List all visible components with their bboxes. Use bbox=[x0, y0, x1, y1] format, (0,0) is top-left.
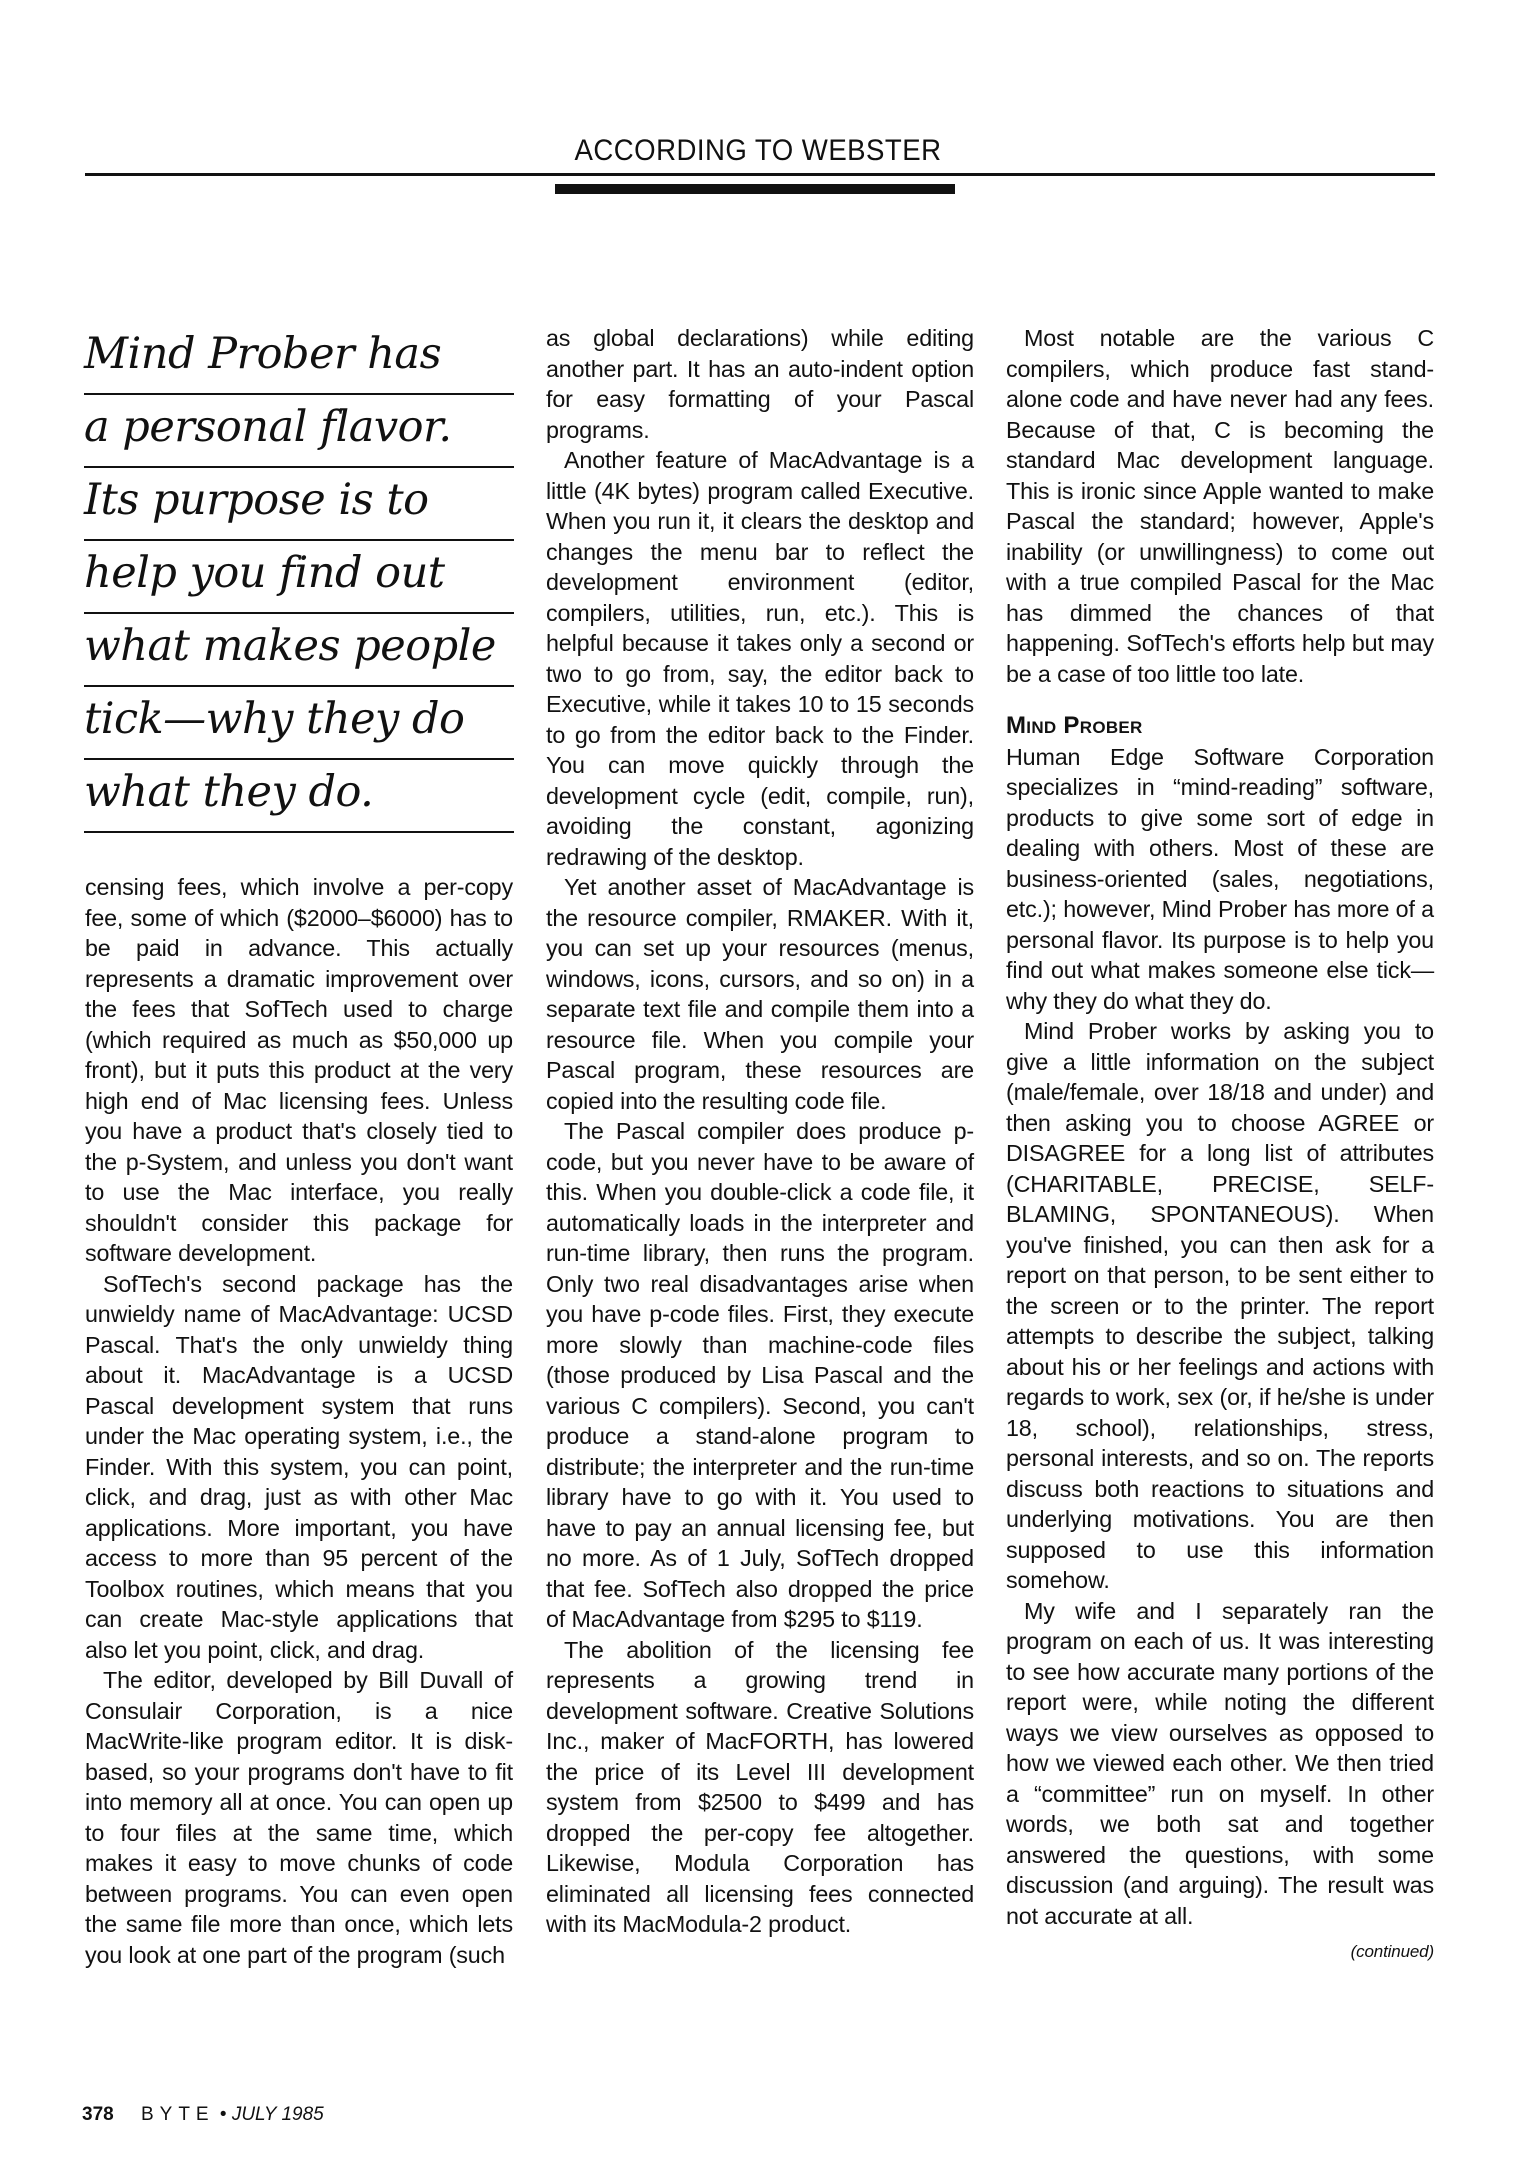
pull-quote-line: what they do. bbox=[84, 760, 514, 833]
column-1 bbox=[85, 872, 513, 1970]
pull-quote-line: a personal flavor. bbox=[84, 395, 514, 468]
page-number: 378 bbox=[82, 2104, 114, 2125]
section-heading: Mind Prober bbox=[1006, 712, 1143, 739]
paragraph: The editor, developed by Bill Duvall of Consulair Corporation, is a nice MacWrite-like program editor. It is disk-based, so your programs don't have to fit into memory all at once. You can open up to four files at the same time, which makes it easy to move chunks of code between programs. You can even open the same file more than once, which lets you look at one part of the program (such bbox=[85, 1667, 513, 1968]
paragraph: Most notable are the various C compilers, which produce fast stand-alone code and have never had any fees. Because of that, C is becoming the standard Mac development language. This is ironic since Apple wanted to make Pascal the standard; however, Apple's inability (or unwillingness) to come out with a true compiled Pascal for the Mac has dimmed the chances of that happening. SofTech's efforts help but may be a case of too little too late. bbox=[1006, 325, 1434, 687]
paragraph: The Pascal compiler does produce p-code, but you never have to be aware of this. When you double-click a code file, it automatically loads in the interpreter and run-time library, then runs the program. Only two real disadvantages arise when you have p-code files. First, they execute more slowly than machine-code files (those produced by Lisa Pascal and the various C compilers). Second, you can't produce a stand-alone program to distribute; the interpreter and the run-time library have to go with it. You used to have to pay an annual licensing fee, but no more. As of 1 July, SofTech dropped that fee. SofTech also dropped the price of MacAdvantage from $295 to $119. bbox=[546, 1118, 974, 1632]
pull-quote-line: what makes people bbox=[84, 614, 514, 687]
paragraph: censing fees, which involve a per-copy fee, some of which ($2000–$6000) has to be paid in advance. This actually represents a dramatic improvement over the fees that SofTech used to charge (which required as much as $50,000 up front), but it puts this product at the very high end of Mac licensing fees. Unless you have a product that's closely tied to the p-System, and unless you don't want to use the Mac interface, you really shouldn't consider this package for software development. bbox=[85, 874, 513, 1266]
header-rule bbox=[85, 173, 1435, 176]
separator: • bbox=[219, 2104, 227, 2125]
magazine-name: BYTE bbox=[140, 2104, 215, 2125]
paragraph: My wife and I separately ran the program on each of us. It was interesting to see how accurate many portions of the report were, while noting the different ways we view ourselves as opposed to how we viewed each other. We then tried a “committee” run on myself. In other words, we both sat and together answered the questions, with some discussion (and arguing). The result was not accurate at all. bbox=[1006, 1597, 1434, 1929]
issue-date: JULY 1985 bbox=[231, 2104, 324, 2125]
paragraph: The abolition of the licensing fee represents a growing trend in development software. Creative Solutions Inc., maker of MacFORTH, has lowered the price of its Level III development system from $2500 to $499 and has dropped the per-copy fee altogether. Likewise, Modula Corporation has eliminated all licensing fees connected with its MacModula-2 product. bbox=[546, 1636, 974, 1937]
section-title: ACCORDING TO WEBSTER bbox=[574, 134, 942, 167]
pull-quote-line: help you find out bbox=[84, 541, 514, 614]
pull-quote-line: Mind Prober has bbox=[84, 322, 514, 395]
pull-quote-line: tick—why they do bbox=[84, 687, 514, 760]
paragraph: as global declarations) while editing another part. It has an auto-indent option for easy formatting of your Pascal programs. bbox=[546, 325, 974, 443]
paragraph: Another feature of MacAdvantage is a little (4K bytes) program called Executive. When you run it, it clears the desktop and changes the menu bar to reflect the development environment (editor, compilers, utilities, run, etc.). This is helpful because it takes only a second or two to go from, say, the editor back to Executive, while it takes 10 to 15 seconds to go from the editor back to the Finder. You can move quickly through the development cycle (edit, compile, run), avoiding the constant, agonizing redrawing of the desktop. bbox=[546, 447, 974, 870]
continued-note: (continued) bbox=[1350, 1942, 1434, 1961]
page-footer bbox=[82, 2104, 324, 2126]
column-2 bbox=[546, 323, 974, 1940]
pull-quote-line: Its purpose is to bbox=[84, 468, 514, 541]
paragraph: Human Edge Software Corporation specializes in “mind-reading” software, products to give some sort of edge in dealing with others. Most of these are business-oriented (sales, negotiations, etc.); however, Mind Prober has more of a personal flavor. Its purpose is to help you find out what makes someone else tick—why they do what they do. bbox=[1006, 743, 1434, 1014]
header-bar bbox=[555, 184, 955, 194]
paragraph: Mind Prober works by asking you to give a little information on the subject (male/female, over 18/18 and under) and then asking you to choose AGREE or DISAGREE for a long list of attributes (CHARITABLE, PRECISE, SELF-BLAMING, SPONTANEOUS). When you've finished, you can then ask for a report on that person, to be sent either to the screen or to the printer. The report attempts to describe the subject, talking about his or her feelings and actions with regards to work, sex (or, if he/she is under 18, school), relationships, stress, personal interests, and so on. The reports discuss both reactions to situations and underlying motivations. You are then supposed to use this information somehow. bbox=[1006, 1018, 1434, 1593]
column-3 bbox=[1006, 323, 1434, 1968]
pull-quote bbox=[84, 322, 514, 833]
paragraph: Yet another asset of MacAdvantage is the resource compiler, RMAKER. With it, you can set up your resources (menus, windows, icons, cursors, and so on) in a separate text file and compile them into a resource file. When you compile your Pascal program, these resources are copied into the resulting code file. bbox=[546, 874, 974, 1114]
paragraph: SofTech's second package has the unwieldy name of MacAdvantage: UCSD Pascal. That's the only unwieldy thing about it. MacAdvantage is a UCSD Pascal development system that runs under the Mac operating system, i.e., the Finder. With this system, you can point, click, and drag, just as with other Mac applications. More important, you have access to more than 95 percent of the Toolbox routines, which means that you can create Mac-style applications that also let you point, click, and drag. bbox=[85, 1270, 513, 1663]
